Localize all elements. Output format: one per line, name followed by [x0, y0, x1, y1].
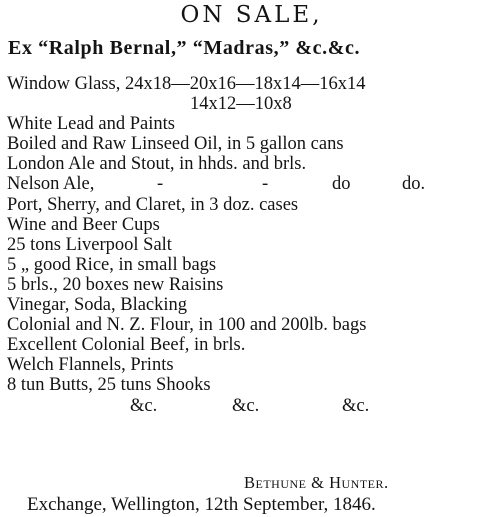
- list-item: 25 tons Liverpool Salt: [7, 234, 172, 255]
- ditto-mark: do.: [402, 174, 426, 195]
- list-item: Wine and Beer Cups: [7, 214, 160, 235]
- list-item: 5 „ good Rice, in small bags: [7, 254, 217, 275]
- ditto-dash: -: [157, 174, 164, 195]
- merchant-signature: Bethune & Hunter.: [244, 473, 389, 492]
- etcetera-row: [7, 396, 501, 416]
- etcetera-mark: &c.: [130, 395, 158, 416]
- list-item: Port, Sherry, and Claret, in 3 doz. cases: [7, 194, 299, 215]
- ship-source-line: Ex “Ralph Bernal,” “Madras,” &c.&c.: [8, 37, 361, 59]
- list-item: Excellent Colonial Beef, in brls.: [7, 335, 246, 356]
- list-item: Colonial and N. Z. Flour, in 100 and 200lb. bags: [7, 315, 367, 336]
- list-item-continuation: 14x12—10x8: [190, 94, 292, 115]
- etcetera-mark: &c.: [232, 395, 260, 416]
- list-item: Window Glass, 24x18—20x16—18x14—16x14: [7, 74, 366, 94]
- ditto-mark: do: [332, 174, 351, 195]
- ad-heading: ON SALE,: [180, 2, 323, 28]
- list-item: Boiled and Raw Linseed Oil, in 5 gallon cans: [7, 134, 344, 155]
- list-item-nelson-ale: [7, 174, 501, 194]
- list-item: 8 tun Butts, 25 tuns Shooks: [7, 375, 211, 396]
- goods-list: [7, 74, 501, 416]
- list-item: White Lead and Paints: [7, 114, 175, 135]
- list-item: Welch Flannels, Prints: [7, 355, 174, 376]
- nelson-ale-label: Nelson Ale,: [7, 174, 95, 195]
- etcetera-mark: &c.: [342, 395, 370, 416]
- dateline: Exchange, Wellington, 12th September, 1846.: [27, 494, 376, 515]
- list-item: London Ale and Stout, in hhds. and brls.: [7, 154, 307, 175]
- ditto-dash: -: [262, 174, 269, 195]
- list-item: 5 brls., 20 boxes new Raisins: [7, 274, 224, 295]
- list-item: Vinegar, Soda, Blacking: [7, 295, 188, 316]
